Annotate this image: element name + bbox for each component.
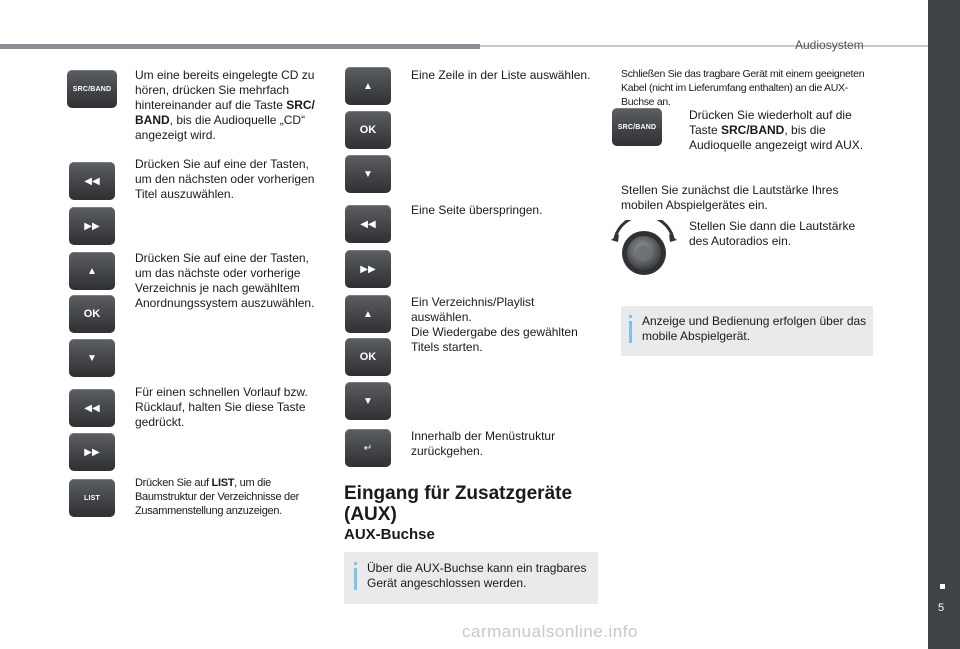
back-instruction: Innerhalb der Menüstruktur zurückgehen. bbox=[411, 429, 556, 458]
rewind-icon: ◀◀ bbox=[345, 205, 391, 243]
folder-instruction: Drücken Sie auf eine der Tasten, um das nächste oder vorherige Verzeichnis je nach gewähltem Anordnungssystem auszuwählen. bbox=[135, 251, 315, 310]
fast-forward-icon: ▶▶ bbox=[345, 250, 391, 288]
info-icon bbox=[629, 315, 632, 318]
src-band-button: SRC/BAND bbox=[612, 108, 662, 146]
fast-forward-icon: ▶▶ bbox=[69, 207, 115, 245]
rewind-icon: ◀◀ bbox=[69, 389, 115, 427]
track-instruction: Drücken Sie auf eine der Tasten, um den nächsten oder vorherigen Titel auszuwählen. bbox=[135, 157, 315, 201]
arrow-down-icon: ▼ bbox=[345, 155, 391, 193]
arrow-up-icon: ▲ bbox=[69, 252, 115, 290]
ok-button: OK bbox=[345, 338, 391, 376]
arrow-up-icon: ▲ bbox=[345, 67, 391, 105]
fast-forward-icon: ▶▶ bbox=[69, 433, 115, 471]
radio-volume-instruction: Stellen Sie dann die Lautstärke des Autoradios ein. bbox=[689, 219, 856, 248]
volume-knob-icon bbox=[607, 220, 681, 278]
ok-button: OK bbox=[345, 111, 391, 149]
line-instruction: Eine Zeile in der Liste auswählen. bbox=[411, 68, 591, 82]
aux-source-instruction: Drücken Sie wiederholt auf die Taste SRC/BAND, bis die Audioquelle angezeigt wird AUX. bbox=[689, 108, 864, 152]
watermark: carmanualsonline.info bbox=[462, 622, 638, 641]
section-heading: Eingang für Zusatzgeräte (AUX) bbox=[344, 483, 573, 525]
info-box-aux bbox=[344, 552, 598, 604]
cd-instruction: Um eine bereits eingelegte CD zu hören, drücken Sie mehrfach hintereinander auf die Taste SRC/ BAND, bis die Audioquelle „CD“ angezeigt wird. bbox=[135, 68, 315, 142]
arrow-down-icon: ▼ bbox=[345, 382, 391, 420]
page-instruction: Eine Seite überspringen. bbox=[411, 203, 543, 217]
info-text-aux: Über die AUX-Buchse kann ein tragbares Gerät angeschlossen werden. bbox=[367, 561, 587, 590]
page-number: 5 bbox=[938, 602, 945, 614]
subsection-heading: AUX-Buchse bbox=[344, 526, 435, 543]
list-button: LIST bbox=[69, 479, 115, 517]
info-text-mobile: Anzeige und Bedienung erfolgen über das mobile Abspielgerät. bbox=[642, 314, 867, 343]
ok-button: OK bbox=[69, 295, 115, 333]
playlist-instruction: Ein Verzeichnis/Playlist auswählen. Die Wiedergabe des gewählten Titels starten. bbox=[411, 295, 578, 354]
side-strip bbox=[928, 0, 960, 649]
header-rule bbox=[0, 44, 480, 49]
arrow-down-icon: ▼ bbox=[69, 339, 115, 377]
list-instruction: Drücken Sie auf LIST, um die Baumstruktur der Verzeichnisse der Zusammenstellung anzuzeigen. bbox=[135, 477, 300, 517]
arrow-up-icon: ▲ bbox=[345, 295, 391, 333]
return-icon: ↵ bbox=[345, 429, 391, 467]
connect-instruction: Schließen Sie das tragbare Gerät mit einem geeigneten Kabel (nicht im Lieferumfang enthalten) an die AUX-Buchse an. bbox=[621, 68, 865, 108]
info-icon-bar bbox=[629, 321, 632, 343]
info-icon bbox=[354, 562, 357, 565]
seek-instruction: Für einen schnellen Vorlauf bzw. Rücklauf, halten Sie diese Taste gedrückt. bbox=[135, 385, 308, 429]
info-box-mobile bbox=[621, 306, 873, 356]
continuation-marker bbox=[940, 584, 945, 589]
mobile-volume-instruction: Stellen Sie zunächst die Lautstärke Ihres mobilen Abspielgerätes ein. bbox=[621, 183, 839, 212]
src-band-button: SRC/BAND bbox=[67, 70, 117, 108]
info-icon-bar bbox=[354, 568, 357, 590]
section-title: Audiosystem bbox=[795, 38, 864, 52]
rewind-icon: ◀◀ bbox=[69, 162, 115, 200]
